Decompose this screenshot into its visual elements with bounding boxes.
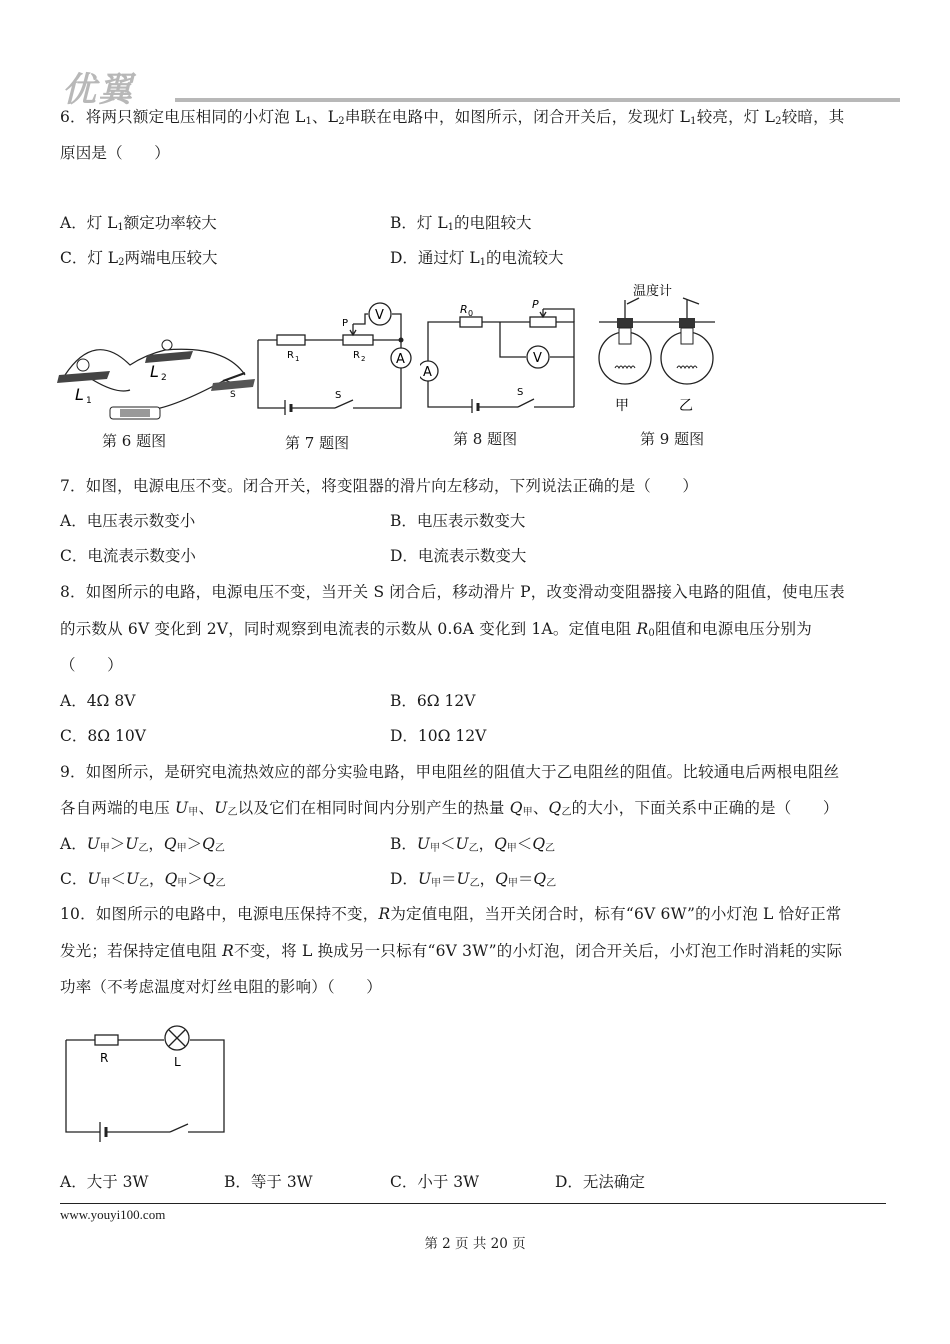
resistor-r2 [343, 335, 373, 345]
q8-option-b: B．6Ω 12V [390, 692, 476, 710]
ammeter-label: A [423, 365, 432, 380]
q6-option-d: D．通过灯 $L_1$的电流较大 [390, 249, 564, 268]
q8-option-c: C．8Ω 10V [60, 727, 146, 745]
label-thermometer: 温度计 [633, 284, 673, 299]
q10-option-b: B．等于 3W [224, 1173, 313, 1191]
header-logo: 优翼 [62, 70, 134, 110]
label-p: P [342, 318, 349, 329]
q6-option-b: B．灯 $L_1$的电阻较大 [390, 214, 532, 233]
q7-option-b: B．电压表示数变大 [390, 512, 526, 530]
caption-fig7: 第 7 题图 [285, 434, 350, 452]
figure-6-circuit [55, 335, 265, 425]
figure-9-apparatus [595, 280, 725, 420]
resistor-r0 [460, 317, 482, 327]
label-s: S [335, 390, 342, 401]
label-l2-sub: 2 [161, 373, 167, 383]
q6-stem: 6．将两只额定电压相同的小灯泡 $L_1$、$L_2$串联在电路中，如图所示，闭合开关后，发现灯 $L_1$较亮，灯 $L_2$较暗，其 [60, 108, 845, 127]
q9-stem-line2: 各自两端的电压 $U_甲$、$U_乙$以及它们在相同时间内分别产生的热量 $Q_甲$、$Q_乙$的大小，下面关系中正确的是（ ） [60, 799, 839, 818]
footer-page-number: 第 2 页 共 20 页 [424, 1236, 526, 1252]
battery-cell [120, 409, 150, 417]
label-switch: S [230, 390, 236, 400]
ammeter-label: A [396, 352, 405, 367]
junction-node [399, 338, 404, 343]
caption-fig8: 第 8 题图 [453, 430, 518, 448]
label-r2: R [353, 350, 360, 361]
label-yi: 乙 [679, 398, 693, 414]
label-l1-sub: 1 [86, 396, 92, 406]
caption-fig6: 第 6 题图 [102, 432, 167, 450]
label-r0-sub: 0 [468, 309, 474, 318]
q10-stem-line1: 10．如图所示的电路中，电源电压保持不变，R为定值电阻，当开关闭合时，标有“6V 6W”的小灯泡 L 恰好正常 [60, 905, 842, 923]
label-r2-sub: 2 [361, 355, 366, 363]
caption-fig9: 第 9 题图 [640, 430, 705, 448]
lamp-l1-bulb [77, 359, 89, 371]
label-r0: R [460, 303, 468, 316]
q10-option-c: C．小于 3W [390, 1173, 480, 1191]
label-r1: R [287, 350, 294, 361]
voltmeter-label: V [533, 351, 542, 366]
switch-s [518, 399, 534, 407]
footer-rule [60, 1203, 886, 1204]
q10-stem-line3: 功率（不考虑温度对灯丝电阻的影响）（ ） [60, 978, 382, 996]
stopper-jia [617, 318, 633, 328]
footer-website: www.youyi100.com [60, 1207, 166, 1222]
lamp-l2-bulb [162, 340, 172, 350]
label-l1: L [75, 385, 84, 404]
voltmeter-label: V [375, 308, 384, 323]
q9-option-b: B．$U_甲<U_乙$，$Q_甲<Q_乙$ [390, 835, 556, 854]
q7-option-c: C．电流表示数变小 [60, 547, 196, 565]
q10-option-d: D．无法确定 [555, 1173, 645, 1191]
figure-10-circuit [60, 1020, 235, 1145]
resistor-r [95, 1035, 118, 1045]
figure-7-circuit [255, 300, 415, 415]
rheostat [530, 317, 556, 327]
label-l2: L [150, 362, 159, 381]
label-l: L [174, 1055, 181, 1069]
label-jia: 甲 [615, 398, 629, 414]
q8-option-d: D．10Ω 12V [390, 727, 487, 745]
q10-stem-line2: 发光；若保持定值电阻 R不变，将 L 换成另一只标有“6V 3W”的小灯泡，闭合开关后，小灯泡工作时消耗的实际 [60, 942, 843, 960]
q7-option-a: A．电压表示数变小 [60, 512, 196, 530]
figure-8-circuit [420, 295, 580, 413]
label-s: S [517, 387, 524, 398]
q9-option-d: D．$U_甲=U_乙$，$Q_甲=Q_乙$ [390, 870, 557, 889]
switch-s [335, 400, 353, 408]
q10-option-a: A．大于 3W [60, 1173, 149, 1191]
q9-option-c: C．$U_甲<U_乙$，$Q_甲>Q_乙$ [60, 870, 226, 889]
q6-option-a: A．灯 $L_1$额定功率较大 [60, 214, 217, 233]
q9-stem-line1: 9．如图所示，是研究电流热效应的部分实验电路，甲电阻丝的阻值大于乙电阻丝的阻值。比较通电后两根电阻丝 [60, 763, 840, 781]
switch [170, 1124, 188, 1132]
stopper-yi [679, 318, 695, 328]
q6-option-c: C．灯 $L_2$两端电压较大 [60, 249, 218, 268]
label-r1-sub: 1 [295, 355, 300, 363]
q8-stem-line1: 8．如图所示的电路，电源电压不变，当开关 S 闭合后，移动滑片 P，改变滑动变阻器接入电路的阻值，使电压表 [60, 583, 845, 601]
q9-option-a: A．$U_甲>U_乙$，$Q_甲>Q_乙$ [60, 835, 225, 854]
q7-option-d: D．电流表示数变大 [390, 547, 527, 565]
label-p: P [532, 298, 539, 311]
lamp-l1-base [57, 371, 110, 383]
switch-lever [223, 373, 245, 381]
q8-option-a: A．4Ω 8V [60, 692, 136, 710]
resistor-r1 [277, 335, 305, 345]
label-r: R [100, 1051, 109, 1065]
q8-stem-line2: 的示数从 6V 变化到 2V，同时观察到电流表的示数从 0.6A 变化到 1A。定值电阻 $R_0$阻值和电源电压分别为 [60, 620, 812, 639]
q7-stem: 7．如图，电源电压不变。闭合开关，将变阻器的滑片向左移动，下列说法正确的是（ ） [60, 477, 699, 495]
q6-stem-line2: 原因是（ ） [60, 144, 170, 162]
q8-stem-line3: （ ） [60, 656, 123, 674]
